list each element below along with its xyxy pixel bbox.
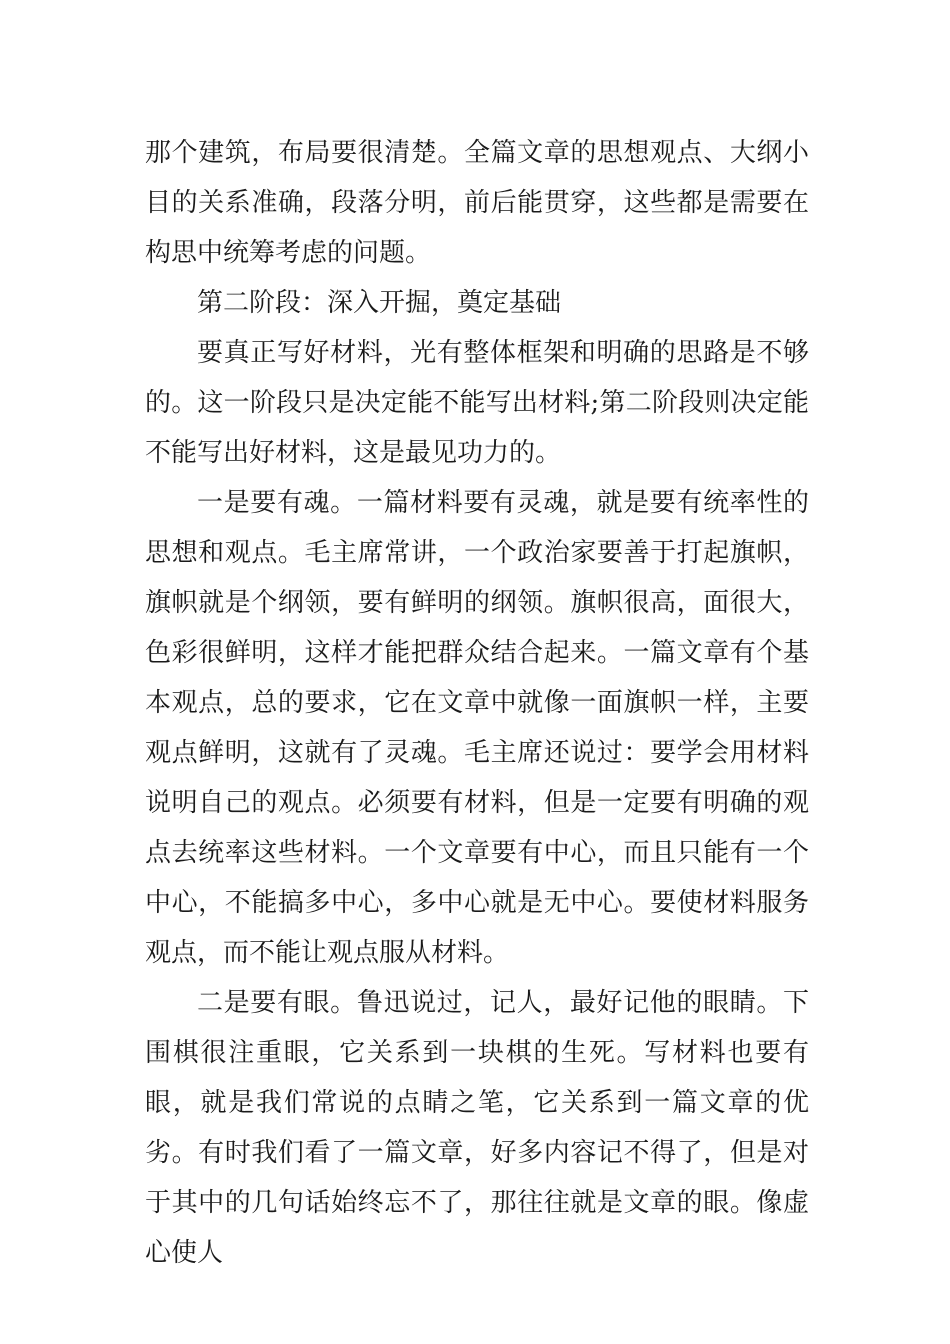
paragraph-point-eye: 二是要有眼。鲁迅说过，记人，最好记他的眼睛。下围棋很注重眼，它关系到一块棋的生死。写材料也要有眼，就是我们常说的点睛之笔，它关系到一篇文章的优劣。有时我们看了一篇文章，好多内容记不得了，但是对于其中的几句话始终忘不了，那往往就是文章的眼。像虚心使人 [145,988,809,1268]
paragraph-continuation: 那个建筑，布局要很清楚。全篇文章的思想观点、大纲小目的关系准确，段落分明，前后能贯穿，这些都是需要在构思中统筹考虑的问题。 [145,138,809,268]
document-body [145,128,809,1278]
paragraph-point-soul: 一是要有魂。一篇材料要有灵魂，就是要有统率性的思想和观点。毛主席常讲，一个政治家要善于打起旗帜，旗帜就是个纲领，要有鲜明的纲领。旗帜很高，面很大，色彩很鲜明，这样才能把群众结合起来。一篇文章有个基本观点，总的要求，它在文章中就像一面旗帜一样，主要观点鲜明，这就有了灵魂。毛主席还说过：要学会用材料说明自己的观点。必须要有材料，但是一定要有明确的观点去统率这些材料。一个文章要有中心，而且只能有一个中心，不能搞多中心，多中心就是无中心。要使材料服务观点，而不能让观点服从材料。 [145,488,809,968]
section-heading-stage-two: 第二阶段：深入开掘，奠定基础 [197,288,562,318]
paragraph-stage-two-intro: 要真正写好材料，光有整体框架和明确的思路是不够的。这一阶段只是决定能不能写出材料;第二阶段则决定能不能写出好材料，这是最见功力的。 [145,338,809,468]
